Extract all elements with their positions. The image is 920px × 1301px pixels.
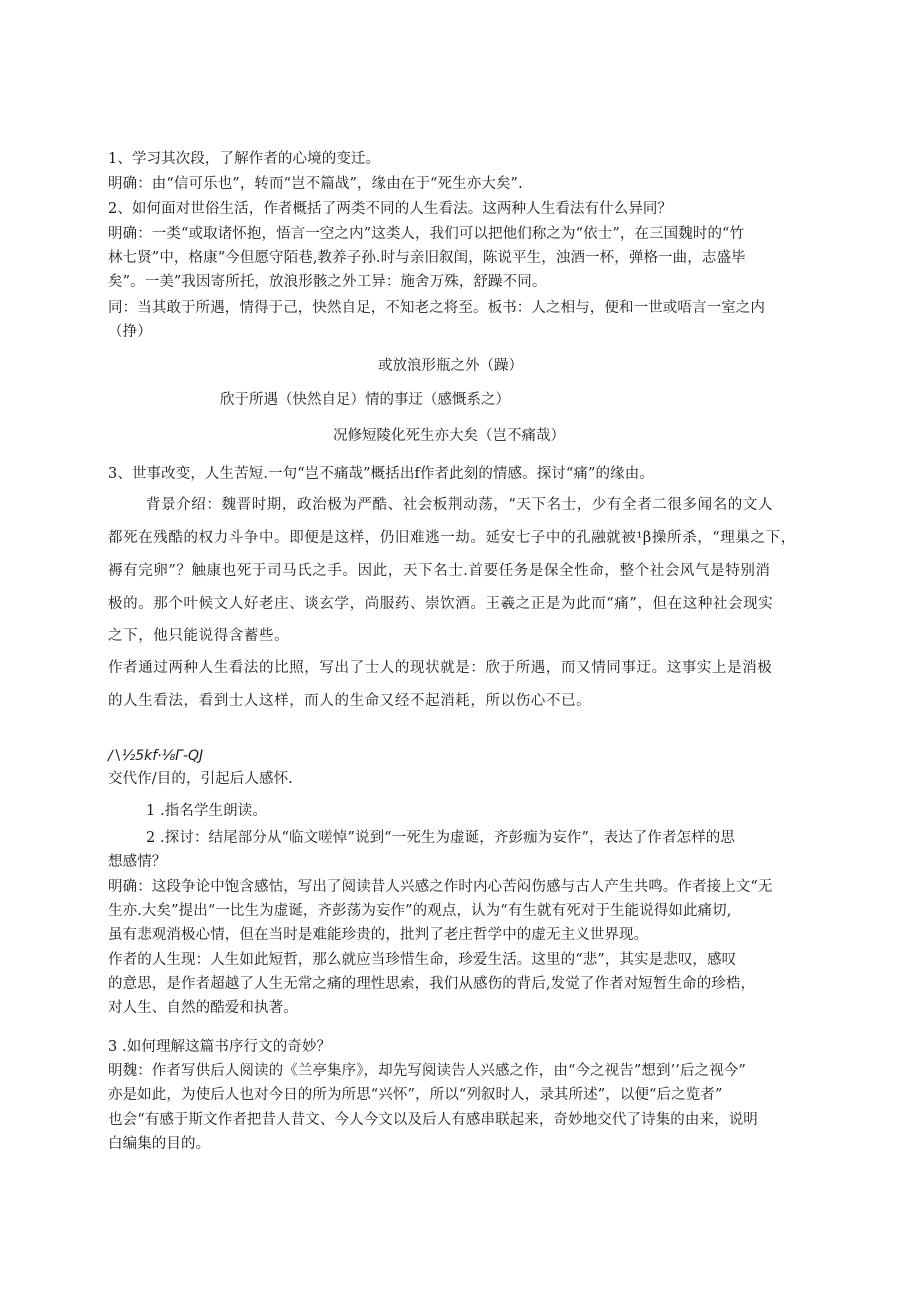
clarify-line: 生亦.大矣”提出“一比生为虚诞，齐彭荡为妄作”的观点，认为“有生就有死对于生能说得如此痛切, (108, 903, 732, 919)
clarify-line: 虽有悲观消极心情，但在当时是难能珍贵的，批判了老庄哲学中的虚无主义世界现。 (108, 927, 649, 943)
board-line: 况修短陵化死生亦大矣（岂不痛哉） (333, 428, 565, 444)
item-1: 1 .指名学生朗读。 (146, 803, 267, 819)
item-2-line: 想感情？ (108, 854, 167, 870)
garbled-heading: ∕∖½5kf·⅛Γ-QJ (108, 748, 204, 764)
view-line: 对人生、自然的酷爱和执著。 (108, 1000, 298, 1016)
background-line: 背景介绍：魏晋时期，政治极为严酷、社会板荆动荡，“天下名士，少有全者二很多闻名的文人 (146, 497, 774, 513)
item-2-line: 2 .探讨：结尾部分从“临文嗟悼”说到“一死生为虚诞，齐彭痂为妄作”，表达了作者怎样的思 (146, 830, 735, 846)
question-3b: 3 .如何理解这篇书序行文的奇妙？ (108, 1039, 332, 1055)
view-line: 作者的人生现：人生如此短哲，那么就应当珍惜生命，珍爱生活。这里的“悲”，其实是悲叹，感叹 (108, 952, 737, 968)
answer-2-line: 林七贤”中，格康“今但愿守陌巷,教养子孙.时与亲旧叙闺，陈说平生，浊酒一杯，弹格一曲，志盛毕 (108, 250, 746, 266)
answer-3-line: 白编集的目的。 (108, 1136, 211, 1152)
answer-1: 明确：由“信可乐也”，转而“岂不篇战”，缘由在于“死生亦大矣”. (108, 176, 523, 192)
background-line: 褥有完卵”？触康也死于司马氏之手。因此，天下名士.首要任务是保全性命，整个社会风气是特别消 (108, 563, 771, 579)
view-line: 的意思，是作者超越了人生无常之痛的理性思索，我们从感伤的背后,发觉了作者对短暂生命的珍梏， (108, 976, 756, 992)
answer-3-line: 亦是如此，为使后人也对今日的所为所思“兴怀”，所以“列叙时人，录其所述”，以便“后之览者” (108, 1087, 723, 1103)
intro-line: 交代作/目的，引起后人感怀. (108, 771, 293, 787)
background-line: 都死在残酷的权力斗争中。即便是这样，仍旧难逃一劫。延安七子中的孔融就被¹β操所杀，“理巢之下， (108, 530, 796, 546)
answer-3-line: 也会“有感于斯文作者把昔人昔文、今人今文以及后人有感串联起来，奇妙地交代了诗集的由来，说明 (108, 1112, 758, 1128)
background-line: 之下，他只能说得含蓄些。 (108, 628, 290, 644)
summary-line: 作者通过两种人生看法的比照，写出了士人的现状就是：欣于所遇，而又情同事迂。这事实上是消极 (108, 660, 773, 676)
answer-2-line: 矣”。一美”我因寄所托，放浪形骸之外工异：施舍万殊，舒躁不同。 (108, 274, 547, 290)
board-line: 或放浪形瓶之外（躁） (378, 358, 523, 374)
question-2: 2、如何面对世俗生活，作者概括了两类不同的人生看法。这两种人生看法有什么异同？ (108, 201, 673, 217)
similarity-line: 同：当其敢于所遇，情得于己，快然自足，不知老之将至。板书：人之相与，便和一世或唔言一室之内 (108, 300, 765, 316)
board-line: 欣于所遇（快然自足）情的事迂（感慨系之） (220, 392, 510, 408)
background-line: 极的。那个叶候文人好老庄、谈玄学，尚服药、崇饮酒。王羲之正是为此而“痛”，但在这种社会现实 (108, 596, 774, 612)
summary-line: 的人生看法，看到士人这样，而人的生命又经不起消耗，所以伤心不已。 (108, 693, 592, 709)
question-3: 3、世事改变，人生苦短.一句“岂不痛哉”概括出f作者此刻的情感。探讨“痛”的缘由。 (108, 466, 654, 482)
clarify-line: 明确：这段争论中饱含感怙，写出了阅读昔人兴感之作时内心苦闷伤感与古人产生共鸣。作者接上文“无 (108, 879, 773, 895)
answer-3-line: 明魏：作者写供后人阅读的《兰亭集序》，却先写阅读告人兴感之作，由“今之视告”想到’’后之视今” (108, 1063, 746, 1079)
answer-2-line: 明确：一类“或取诸怀抱，悟言一空之内”这类人，我们可以把他们称之为“依士”，在三国魏时的“竹 (108, 226, 745, 242)
similarity-line: （挣） (108, 324, 152, 340)
question-1: 1、学习其次段，了解作者的心境的变迁。 (108, 151, 381, 167)
